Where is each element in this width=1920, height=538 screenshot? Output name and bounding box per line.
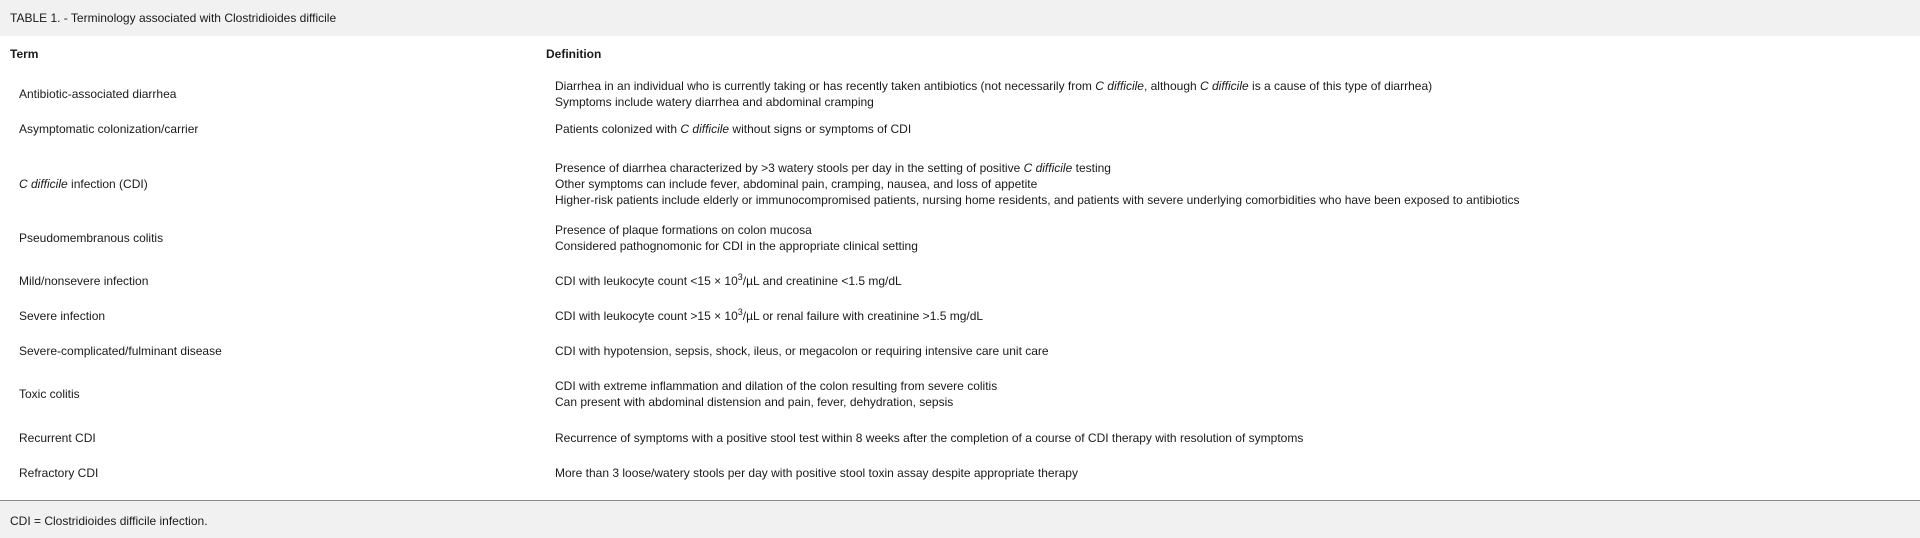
table-caption: TABLE 1. - Terminology associated with Clostridioides difficile [10,11,337,25]
row-term: Recurrent CDI [19,431,96,445]
table-row [0,222,1920,254]
definition-line: Presence of plaque formations on colon mucosa [555,223,812,237]
table-footer [0,500,1920,538]
header-definition: Definition [546,47,602,61]
row-term: Refractory CDI [19,466,99,480]
table-row [0,308,1920,324]
definition-line: CDI with hypotension, sepsis, shock, ileus, or megacolon or requiring intensive care unit care [555,344,1049,358]
row-term: Mild/nonsevere infection [19,274,149,288]
definition-line: CDI with extreme inflammation and dilation of the colon resulting from severe colitis [555,379,998,393]
row-definition [555,343,1049,359]
table-row [0,160,1920,208]
definition-line: More than 3 loose/watery stools per day with positive stool toxin assay despite appropriate therapy [555,466,1078,480]
table-row [0,378,1920,410]
definition-line: Symptoms include watery diarrhea and abdominal cramping [555,95,874,109]
definition-line: Considered pathognomonic for CDI in the appropriate clinical setting [555,239,918,253]
table-row [0,465,1920,481]
row-definition [555,465,1078,481]
table-row [0,430,1920,446]
table-row [0,121,1920,137]
row-term: Severe infection [19,309,106,323]
definition-line: Higher-risk patients include elderly or immunocompromised patients, nursing home residents, and patients with severe underlying comorbidities who have been exposed to antibiotics [555,193,1520,207]
row-term: Toxic colitis [19,387,80,401]
row-term: Severe-complicated/fulminant disease [19,344,222,358]
definition-line: Can present with abdominal distension and pain, fever, dehydration, sepsis [555,395,954,409]
table-row [0,273,1920,289]
row-term: Antibiotic-associated diarrhea [19,87,177,101]
table-footnote: CDI = Clostridioides difficile infection. [10,514,208,528]
definition-line: CDI with leukocyte count $<15 \times 10^3/\mu L$ and creatinine <1.5 mg/dL [555,272,902,288]
table-row [0,343,1920,359]
row-definition [555,222,918,254]
definition-line: Recurrence of symptoms with a positive stool test within 8 weeks after the completion of a course of CDI therapy with resolution of symptoms [555,431,1304,445]
definition-line: CDI with leukocyte count $>15 \times 10^3/\mu L$ or renal failure with creatinine >1.5 mg/dL [555,307,984,323]
header-term: Term [10,47,39,61]
row-term: Asymptomatic colonization/carrier [19,122,199,136]
row-definition [555,121,911,137]
row-definition [555,430,1303,446]
table-row [0,78,1920,110]
row-definition [555,378,997,410]
definition-line: Diarrhea in an individual who is currently taking or has recently taken antibiotics (not necessarily from C difficile, although C difficile is a cause of this type of diarrhea) [555,79,1433,93]
row-term: Pseudomembranous colitis [19,231,164,245]
row-definition [555,273,902,289]
row-definition [555,308,983,324]
row-definition [555,78,1432,110]
definition-line: Other symptoms can include fever, abdominal pain, cramping, nausea, and loss of appetite [555,177,1038,191]
definition-line: Patients colonized with C difficile without signs or symptoms of CDI [555,122,912,136]
row-definition [555,160,1520,208]
caption-bar [0,0,1920,36]
definition-line: Presence of diarrhea characterized by >3 watery stools per day in the setting of positive C difficile testing [555,161,1111,175]
row-term: C difficile infection (CDI) [19,177,148,191]
